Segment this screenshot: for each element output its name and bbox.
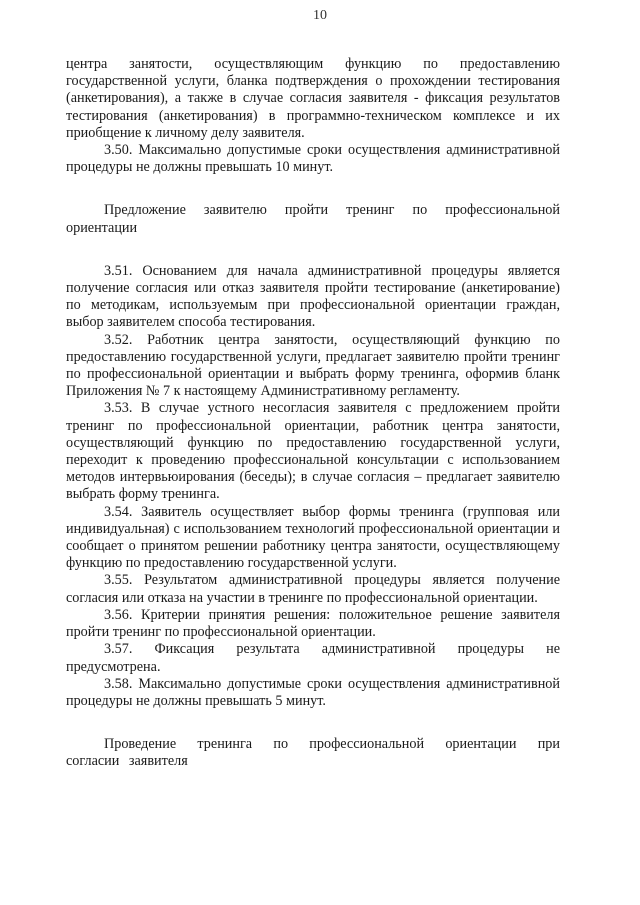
document-body bbox=[66, 56, 560, 771]
paragraph-3-52: 3.52. Работник центра занятости, осуществляющий функцию по предоставлению государственной услуги, предлагает заявителю пройти тренинг по профессиональной ориентации и выбрать форму тренинга, оформив бланк Приложения № 7 к настоящему Административному регламенту. bbox=[66, 331, 560, 400]
paragraph-intro-continuation: центра занятости, осуществляющим функцию по предоставлению государственной услуги, бланка подтверждения о прохождении тестирования (анкетирования), а также в случае согласия заявителя - фиксация результатов тестирования (анкетирования) в программно-техническом комплексе и их приобщение к личному делу заявителя. bbox=[66, 56, 560, 141]
paragraph-3-50: 3.50. Максимально допустимые сроки осуществления административной процедуры не должны превышать 10 минут. bbox=[66, 142, 560, 176]
section-heading-training-offer: Предложение заявителю пройти тренинг по профессиональной ориентации bbox=[66, 202, 560, 236]
paragraph-3-53: 3.53. В случае устного несогласия заявителя с предложением пройти тренинг по профессиональной ориентации, работник центра занятости, осуществляющий функцию по предоставлению государственной услуги, переходит к проведению профессиональной консультации с использованием методов интервьюирования (беседы); в случае согласия – предлагает заявителю выбрать форму тренинга. bbox=[66, 400, 560, 503]
section-heading-training-conduct: Проведение тренинга по профессиональной ориентации при согласии заявителя bbox=[66, 736, 560, 770]
paragraph-3-58: 3.58. Максимально допустимые сроки осуществления административной процедуры не должны превышать 5 минут. bbox=[66, 675, 560, 709]
paragraph-3-54: 3.54. Заявитель осуществляет выбор формы тренинга (групповая или индивидуальная) с использованием технологий профессиональной ориентации и сообщает о принятом решении работнику центра занятости, осуществляющему функцию по предоставлению государственной услуги. bbox=[66, 503, 560, 572]
page-number: 10 bbox=[313, 8, 327, 23]
paragraph-3-51: 3.51. Основанием для начала административной процедуры является получение согласия или отказ заявителя пройти тестирование (анкетирование) по методикам, используемым при профессиональной ориентации граждан, выбор заявителем способа тестирования. bbox=[66, 262, 560, 331]
paragraph-3-56: 3.56. Критерии принятия решения: положительное решение заявителя пройти тренинг по профессиональной ориентации. bbox=[66, 606, 560, 641]
paragraph-3-57: 3.57. Фиксация результата административной процедуры не предусмотрена. bbox=[66, 641, 560, 675]
paragraph-3-55: 3.55. Результатом административной процедуры является получение согласия или отказа на участии в тренинге по профессиональной ориентации. bbox=[66, 572, 560, 606]
